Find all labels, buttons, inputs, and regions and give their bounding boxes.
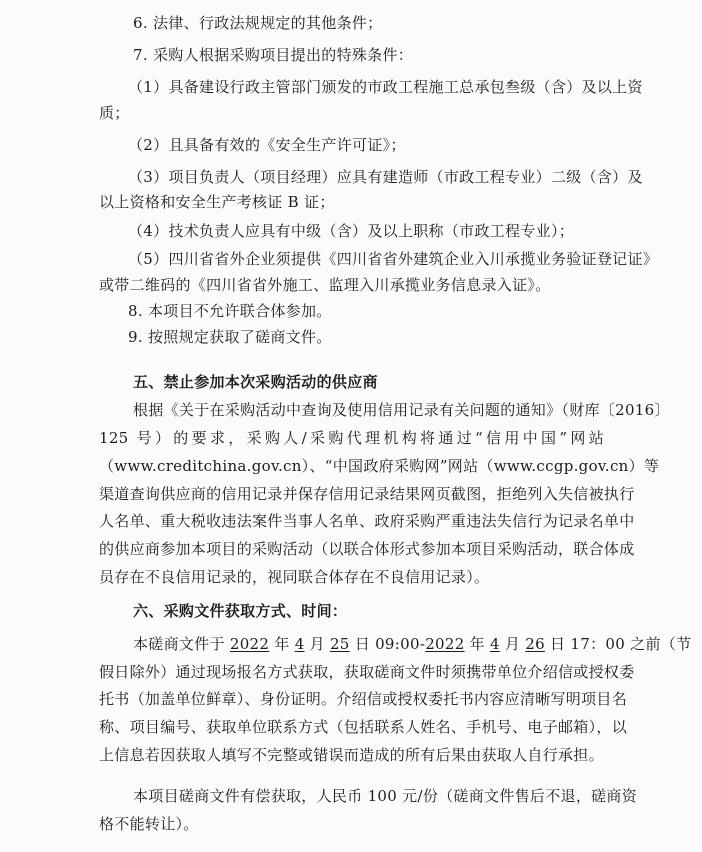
condition-7-3-line-1: （3）项目负责人（项目经理）应具有建造师（市政工程专业）二级（含）及: [128, 168, 643, 186]
condition-7-5-line-2: 或带二维码的《四川省省外施工、监理入川承揽业务信息录入证》。: [99, 276, 551, 294]
section-5-line-7: 员存在不良信用记录的，视同联合体存在不良信用记录）。: [99, 568, 490, 586]
section-6-line-2: 假日除外）通过现场报名方式获取，获取磋商文件时须携带单位介绍信或授权委: [99, 663, 635, 681]
section-5-line-1: 根据《关于在采购活动中查询及使用信用记录有关问题的通知》（财库〔2016〕: [133, 401, 670, 419]
section-5-heading: 五、禁止参加本次采购活动的供应商: [133, 373, 378, 391]
section-5-line-3: （www.creditchina.gov.cn）、“中国政府采购网”网站（www.ccgp.gov.cn）等: [99, 457, 660, 475]
condition-item-7: 7. 采购人根据采购项目提出的特殊条件：: [133, 46, 414, 64]
section-6-line-1: 本磋商文件于 2022 年 4 月 25 日 09:00-2022 年 4 月 26 日 17：00 之前（节: [133, 635, 692, 653]
condition-7-3-line-2: 以上资格和安全生产考核证 B 证；: [99, 193, 335, 211]
condition-7-1-line-1: （1）具备建设行政主管部门颁发的市政工程施工总承包叁级（含）及以上资: [128, 78, 643, 96]
section-6-line-6: 本项目磋商文件有偿获取，人民币 100 元/份（磋商文件售后不退，磋商资: [133, 787, 638, 805]
condition-item-8: 8. 本项目不允许联合体参加。: [128, 302, 332, 320]
section-6-line-4: 称、项目编号、获取单位联系方式（包括联系人姓名、手机号、电子邮箱），以: [99, 718, 628, 736]
section-5-line-5: 人名单、重大税收违法案件当事人名单、政府采购严重违法失信行为记录名单中: [99, 512, 635, 530]
condition-7-1-line-2: 质；: [99, 104, 130, 122]
condition-7-4: （4）技术负责人应具有中级（含）及以上职称（市政工程专业）；: [128, 222, 575, 240]
section-6-heading: 六、采购文件获取方式、时间：: [133, 602, 348, 620]
section-6-line-5: 上信息若因获取人填写不完整或错误而造成的所有后果由获取人自行承担。: [99, 746, 604, 764]
condition-7-2: （2）且具备有效的《安全生产许可证》；: [128, 136, 406, 154]
condition-7-5-line-1: （5）四川省省外企业须提供《四川省省外建筑企业入川承揽业务验证登记证》: [128, 250, 659, 268]
section-6-line-3: 托书（加盖单位鲜章）、身份证明。介绍信或授权委托书内容应清晰写明项目名: [99, 690, 628, 708]
condition-item-6: 6. 法律、行政法规规定的其他条件；: [133, 14, 383, 32]
section-5-line-6: 的供应商参加本项目的采购活动（以联合体形式参加本项目采购活动，联合体成: [99, 540, 635, 558]
section-5-line-4: 渠道查询供应商的信用记录并保存信用记录结果网页截图，拒绝列入失信被执行: [99, 485, 635, 503]
section-5-line-2: 125 号）的要求，采购人/采购代理机构将通过“信用中国”网站: [99, 429, 604, 447]
section-6-line-7: 格不能转让）。: [99, 815, 199, 833]
condition-item-9: 9. 按照规定获取了磋商文件。: [128, 328, 332, 346]
